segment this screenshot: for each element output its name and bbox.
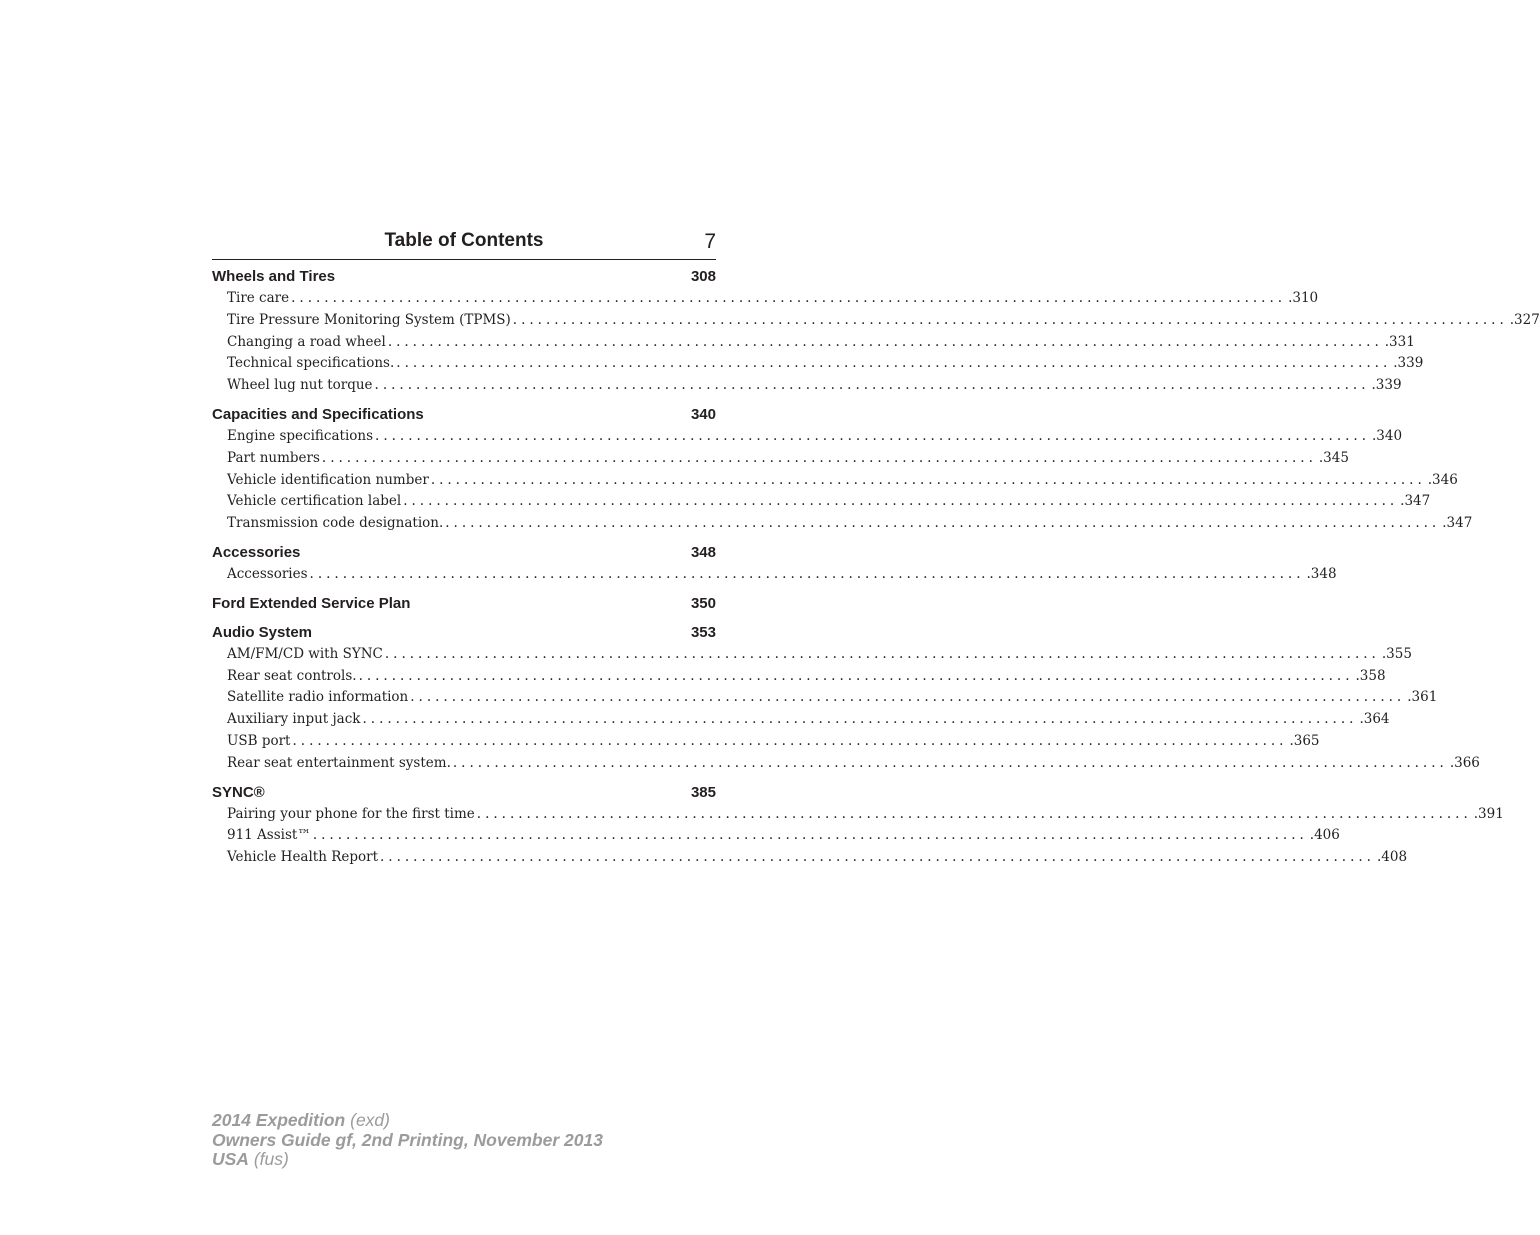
entry-label: Tire Pressure Monitoring System (TPMS) [227, 311, 511, 328]
entry-page-number: .364 [1359, 711, 1390, 728]
footer-line-2 [212, 1131, 603, 1151]
toc-entry[interactable] [212, 288, 1319, 310]
footer-model: 2014 Expedition [212, 1110, 346, 1130]
toc-entry[interactable] [212, 375, 1402, 397]
entry-label: 911 Assist™ [227, 827, 311, 844]
section-title: Accessories [212, 543, 301, 561]
toc-section-heading[interactable] [212, 622, 716, 644]
entry-page-number: .358 [1355, 667, 1386, 684]
dot-leader: ........................................................................................................................ [403, 493, 1399, 510]
toc-entry[interactable] [212, 753, 1480, 775]
toc-entry[interactable] [212, 709, 1390, 731]
footer-line-3 [212, 1150, 603, 1170]
table-of-contents [212, 266, 1540, 876]
dot-leader: ........................................................................................................................ [321, 449, 1317, 466]
page-title: Table of Contents [384, 230, 544, 251]
toc-section [212, 593, 716, 615]
toc-entry[interactable] [212, 687, 1438, 709]
entry-page-number: .346 [1427, 471, 1458, 488]
dot-leader: ........................................................................................................................ [312, 827, 1308, 844]
entry-page-number: .348 [1306, 565, 1337, 582]
toc-section-heading[interactable] [212, 266, 716, 288]
entry-page-number: .406 [1309, 827, 1340, 844]
dot-leader: ........................................................................................................................ [410, 689, 1406, 706]
dot-leader: ........................................................................................................................ [374, 377, 1370, 394]
section-page-number: 350 [690, 594, 716, 612]
dot-leader: ........................................................................................................................ [362, 711, 1358, 728]
toc-entry[interactable] [212, 332, 1415, 354]
entry-label: Accessories [227, 565, 308, 582]
dot-leader: ........................................................................................................................ [452, 754, 1448, 771]
entry-label: Satellite radio information [227, 689, 409, 706]
entry-label: Tire care [227, 290, 290, 306]
toc-section [212, 782, 1504, 869]
toc-entry[interactable] [212, 731, 1320, 753]
dot-leader: ........................................................................................................................ [396, 355, 1392, 372]
entry-label: Vehicle Health Report [227, 849, 379, 866]
dot-leader: ........................................................................................................................ [380, 849, 1375, 866]
entry-label: Pairing your phone for the first time [227, 805, 475, 822]
entry-label: Vehicle certification label [227, 493, 402, 510]
toc-entry[interactable] [212, 470, 1458, 492]
toc-entry[interactable] [212, 666, 1386, 688]
toc-section [212, 622, 1480, 775]
section-title: SYNC® [212, 783, 265, 801]
dot-leader: ........................................................................................................................ [384, 645, 1380, 662]
toc-entry[interactable] [212, 847, 1408, 869]
entry-page-number: .339 [1371, 377, 1402, 394]
footer-market: USA [212, 1149, 249, 1169]
section-title: Capacities and Specifications [212, 405, 424, 423]
entry-page-number: .331 [1384, 333, 1415, 350]
entry-label: AM/FM/CD with SYNC [227, 645, 383, 662]
toc-entry[interactable] [212, 448, 1349, 470]
toc-entry[interactable] [212, 353, 1424, 375]
page-header [212, 228, 716, 260]
entry-page-number: .391 [1473, 805, 1504, 822]
toc-section-heading[interactable] [212, 593, 716, 615]
entry-label: Engine specifications [227, 427, 374, 444]
entry-page-number: .345 [1318, 449, 1349, 466]
entry-label: Wheel lug nut torque [227, 377, 373, 394]
toc-section [212, 404, 1473, 535]
toc-entry[interactable] [212, 513, 1473, 535]
footer-guide: Owners Guide gf, 2nd Printing, November 2013 [212, 1129, 603, 1150]
toc-entry[interactable] [212, 804, 1504, 826]
dot-leader: ........................................................................................................................ [512, 311, 1508, 328]
toc-entry[interactable] [212, 426, 1403, 448]
entry-label: Vehicle identification number [227, 471, 429, 488]
toc-entry[interactable] [212, 491, 1431, 513]
dot-leader: ........................................................................................................................ [291, 290, 1287, 306]
toc-section-heading[interactable] [212, 404, 716, 426]
toc-entry[interactable] [212, 564, 1337, 586]
section-page-number: 353 [690, 623, 716, 641]
toc-entry[interactable] [212, 644, 1412, 666]
entry-label: Transmission code designation. [227, 515, 444, 532]
page-number: 7 [704, 230, 716, 253]
page-footer [212, 1111, 603, 1170]
entry-page-number: .355 [1381, 645, 1412, 662]
entry-page-number: .327 [1509, 311, 1540, 328]
toc-section-heading[interactable] [212, 542, 716, 564]
toc-section-heading[interactable] [212, 782, 716, 804]
dot-leader: ........................................................................................................................ [375, 427, 1370, 444]
entry-page-number: .310 [1288, 290, 1319, 306]
footer-line-1 [212, 1111, 603, 1131]
toc-entry[interactable] [212, 825, 1340, 847]
entry-label: Part numbers [227, 449, 320, 466]
entry-label: Auxiliary input jack [227, 711, 361, 728]
section-title: Ford Extended Service Plan [212, 594, 411, 612]
entry-label: Rear seat controls. [227, 667, 357, 684]
section-page-number: 385 [690, 783, 716, 801]
entry-page-number: .347 [1442, 515, 1473, 532]
section-page-number: 308 [690, 268, 716, 285]
footer-market-code: (fus) [248, 1149, 289, 1169]
entry-page-number: .365 [1289, 732, 1320, 749]
entry-label: Rear seat entertainment system. [227, 754, 451, 771]
section-page-number: 340 [690, 405, 716, 423]
dot-leader: ........................................................................................................................ [309, 565, 1305, 582]
entry-page-number: .366 [1449, 754, 1480, 771]
section-title: Wheels and Tires [212, 268, 336, 285]
toc-section [212, 542, 1337, 586]
entry-page-number: .339 [1393, 355, 1424, 372]
toc-section [212, 266, 1540, 397]
dot-leader: ........................................................................................................................ [292, 732, 1288, 749]
dot-leader: ........................................................................................................................ [445, 515, 1441, 532]
footer-model-code: (exd) [345, 1110, 390, 1130]
entry-label: Technical specifications. [227, 355, 395, 372]
entry-label: USB port [227, 732, 291, 749]
dot-leader: ........................................................................................................................ [387, 333, 1383, 350]
entry-page-number: .361 [1407, 689, 1438, 706]
dot-leader: ........................................................................................................................ [358, 667, 1354, 684]
entry-page-number: .347 [1400, 493, 1431, 510]
section-page-number: 348 [690, 543, 716, 561]
dot-leader: ........................................................................................................................ [476, 805, 1472, 822]
entry-page-number: .340 [1371, 427, 1403, 444]
entry-label: Changing a road wheel [227, 333, 386, 350]
dot-leader: ........................................................................................................................ [430, 471, 1426, 488]
section-title: Audio System [212, 623, 313, 641]
entry-page-number: .408 [1376, 849, 1408, 866]
toc-entry[interactable] [212, 310, 1540, 332]
